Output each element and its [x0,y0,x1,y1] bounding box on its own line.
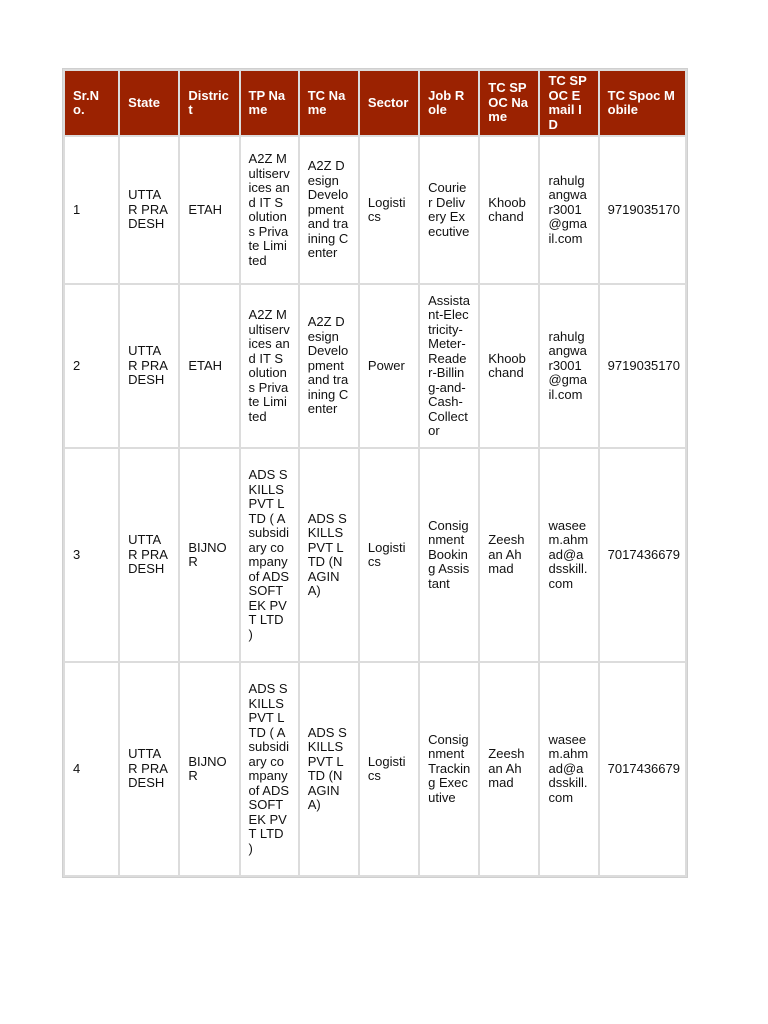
header-job-role: Job Role [420,71,478,135]
table-row [65,137,685,283]
cell-district: ETAH [180,285,238,447]
training-centers-table [62,68,688,878]
cell-spoc-mobile: 9719035170 [600,285,685,447]
header-district: District [180,71,238,135]
cell-spoc-email: waseem.ahmad@adsskill.com [540,449,597,661]
cell-spoc-name: Khoob chand [480,285,538,447]
cell-sector: Logistics [360,663,418,875]
header-sr-no: Sr.No. [65,71,118,135]
header-tc-name: TC Name [300,71,358,135]
cell-district: BIJNOR [180,449,238,661]
cell-sr-no: 1 [65,137,118,283]
cell-state: UTTAR PRADESH [120,285,178,447]
cell-tc-name: ADS SKILLS PVT LTD (NAGINA) [300,663,358,875]
cell-tp-name: ADS SKILLS PVT LTD ( A subsidiary company of ADS SOFTEK PVT LTD ) [241,663,298,875]
header-tc-spoc-mobile: TC Spoc Mobile [600,71,685,135]
cell-sector: Power [360,285,418,447]
cell-tp-name: A2Z Multiservices and IT Solutions Private Limited [241,285,298,447]
cell-sr-no: 4 [65,663,118,875]
header-state: State [120,71,178,135]
cell-job-role: Courier Delivery Executive [420,137,478,283]
cell-spoc-mobile: 7017436679 [600,663,685,875]
cell-state: UTTAR PRADESH [120,137,178,283]
cell-state: UTTAR PRADESH [120,663,178,875]
table-row [65,663,685,875]
cell-spoc-email: rahulgangwar3001@gmail.com [540,285,597,447]
cell-sector: Logistics [360,137,418,283]
cell-tp-name: ADS SKILLS PVT LTD ( A subsidiary company of ADS SOFTEK PVT LTD ) [241,449,298,661]
cell-sr-no: 2 [65,285,118,447]
cell-sector: Logistics [360,449,418,661]
cell-spoc-email: rahulgangwar3001@gmail.com [540,137,597,283]
cell-job-role: Assistant-Electricity-Meter-Reader-Billing-and-Cash-Collector [420,285,478,447]
cell-job-role: Consignment Booking Assistant [420,449,478,661]
cell-tc-name: ADS SKILLS PVT LTD (NAGINA) [300,449,358,661]
cell-spoc-name: Zeeshan Ahmad [480,449,538,661]
cell-spoc-name: Zeeshan Ahmad [480,663,538,875]
cell-district: ETAH [180,137,238,283]
table-row [65,285,685,447]
cell-spoc-mobile: 9719035170 [600,137,685,283]
table-row [65,449,685,661]
cell-tp-name: A2Z Multiservices and IT Solutions Private Limited [241,137,298,283]
cell-district: BIJNOR [180,663,238,875]
header-tp-name: TP Name [241,71,298,135]
cell-spoc-name: Khoob chand [480,137,538,283]
header-sector: Sector [360,71,418,135]
cell-state: UTTAR PRADESH [120,449,178,661]
cell-spoc-mobile: 7017436679 [600,449,685,661]
header-tc-spoc-email: TC SPOC Email ID [540,71,597,135]
cell-sr-no: 3 [65,449,118,661]
cell-tc-name: A2Z Design Development and training Center [300,137,358,283]
header-tc-spoc-name: TC SPOC Name [480,71,538,135]
cell-spoc-email: waseem.ahmad@adsskill.com [540,663,597,875]
cell-job-role: Consignment Tracking Executive [420,663,478,875]
table-header-row [65,71,685,135]
cell-tc-name: A2Z Design Development and training Center [300,285,358,447]
